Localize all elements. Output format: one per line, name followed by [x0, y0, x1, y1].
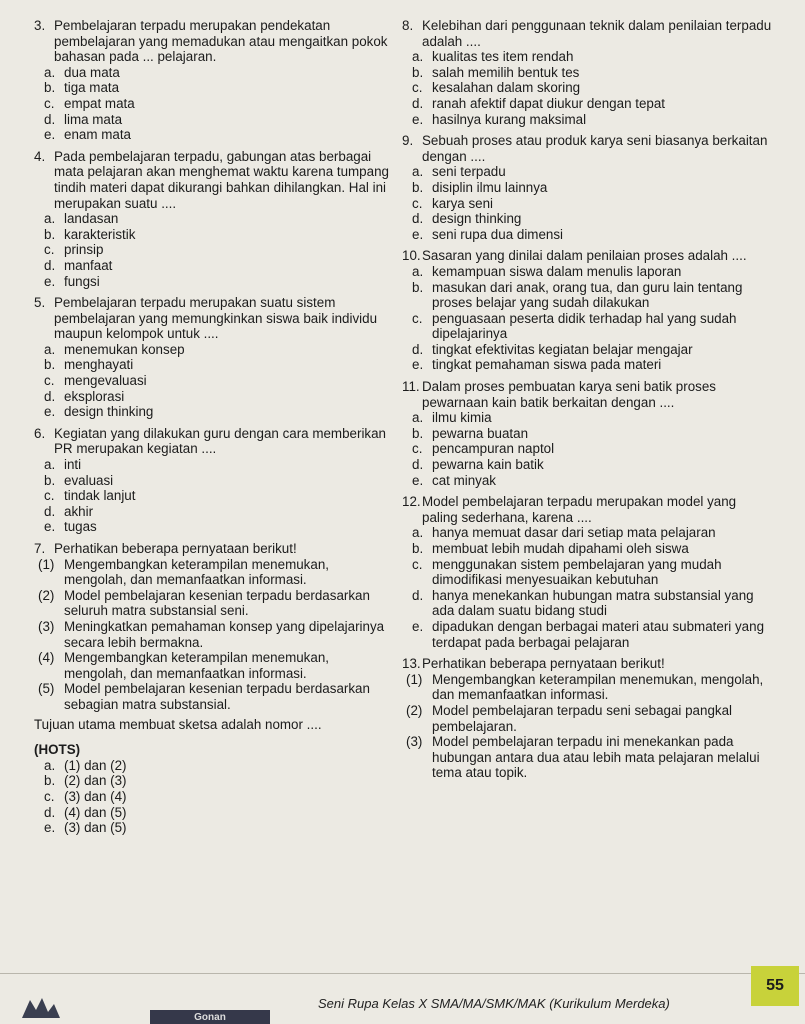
option-text: design thinking: [64, 404, 154, 420]
question-header: [402, 494, 772, 525]
statement-item: [38, 557, 394, 588]
option-letter: a.: [44, 341, 56, 357]
question-item: [34, 149, 394, 289]
answer-option: [44, 758, 394, 774]
option-letter: c.: [412, 441, 423, 457]
option-letter: c.: [412, 80, 423, 96]
option-letter: c.: [44, 373, 55, 389]
answer-option: [44, 473, 394, 489]
answer-option: [412, 588, 772, 619]
question-item: [402, 133, 772, 242]
option-letter: c.: [412, 195, 423, 211]
answer-option: [44, 258, 394, 274]
answer-option: [412, 112, 772, 128]
question-header: [34, 426, 394, 457]
option-letter: b.: [412, 425, 424, 441]
answer-option: [412, 96, 772, 112]
question-number: 13.: [402, 656, 421, 672]
statement-number: (1): [406, 671, 423, 687]
question-text: Perhatikan beberapa pernyataan berikut!: [422, 656, 665, 672]
option-text: dua mata: [64, 64, 120, 80]
option-text: lima mata: [64, 111, 123, 127]
option-text: cat minyak: [432, 472, 496, 488]
statement-text: Mengembangkan keterampilan menemukan, mengolah, dan memanfaatkan informasi.: [64, 650, 329, 681]
option-text: pewarna kain batik: [432, 457, 544, 473]
option-letter: b.: [44, 226, 56, 242]
option-letter: a.: [44, 457, 56, 473]
answer-option: [44, 342, 394, 358]
option-text: salah memilih bentuk tes: [432, 64, 580, 80]
option-letter: a.: [412, 525, 424, 541]
option-text: dipadukan dengan berbagai materi atau submateri yang terdapat pada berbagai pelajaran: [432, 618, 765, 650]
option-letter: e.: [44, 519, 56, 535]
publisher-brand: Gonan: [150, 1010, 270, 1024]
question-number: 11.: [402, 379, 420, 395]
option-letter: e.: [44, 273, 56, 289]
answer-option: [412, 164, 772, 180]
page-footer: [0, 973, 805, 1024]
answer-option: [44, 227, 394, 243]
answer-option: [44, 242, 394, 258]
question-number: 4.: [34, 148, 46, 164]
statement-text: Model pembelajaran kesenian terpadu berdasarkan sebagian matra substansial.: [64, 681, 370, 712]
option-text: (3) dan (5): [64, 820, 127, 836]
answer-option: [44, 112, 394, 128]
question-number: 8.: [402, 18, 414, 33]
option-letter: c.: [44, 242, 55, 258]
option-letter: d.: [412, 211, 424, 227]
answer-option: [412, 541, 772, 557]
answer-option: [44, 96, 394, 112]
answer-option: [44, 504, 394, 520]
answer-option: [44, 773, 394, 789]
option-text: empat mata: [64, 95, 135, 111]
option-text: manfaat: [64, 257, 113, 273]
answer-option: [412, 280, 772, 311]
answer-option: [44, 373, 394, 389]
answer-option: [44, 357, 394, 373]
option-letter: b.: [44, 472, 56, 488]
option-letter: b.: [412, 279, 424, 295]
statement-item: [406, 703, 772, 734]
statement-item: [406, 672, 772, 703]
question-header: [402, 133, 772, 164]
option-letter: b.: [44, 80, 56, 96]
answer-option: [412, 211, 772, 227]
option-text: tugas: [64, 519, 97, 535]
option-letter: c.: [44, 788, 55, 804]
option-letter: e.: [412, 357, 424, 373]
option-text: menghayati: [64, 357, 134, 373]
answer-option: [44, 519, 394, 535]
option-letter: b.: [412, 541, 424, 556]
option-text: kemampuan siswa dalam menulis laporan: [432, 263, 682, 279]
question-item: [402, 379, 772, 488]
answer-option: [412, 441, 772, 457]
option-letter: e.: [44, 820, 56, 836]
question-number: 10.: [402, 248, 421, 264]
option-text: membuat lebih mudah dipahami oleh siswa: [432, 541, 689, 556]
option-text: hasilnya kurang maksimal: [432, 111, 587, 127]
statement-number: (3): [38, 618, 55, 634]
answer-option: [44, 127, 394, 143]
option-text: evaluasi: [64, 472, 114, 488]
option-letter: b.: [44, 773, 56, 789]
option-text: seni rupa dua dimensi: [432, 226, 564, 242]
statement-item: [38, 681, 394, 712]
question-text: Pada pembelajaran terpadu, gabungan atas berbagai mata pelajaran akan menghemat waktu karena tumpang tindih materi dapat dikurangi bahkan dihilangkan. Hal ini merupakan suatu ....: [54, 148, 389, 211]
answer-option: [412, 180, 772, 196]
option-letter: d.: [412, 587, 424, 603]
option-text: tiga mata: [64, 80, 120, 96]
statement-number: (2): [38, 587, 55, 603]
question-header: [34, 541, 394, 557]
answer-option: [412, 426, 772, 442]
option-letter: b.: [412, 64, 424, 80]
question-header: [402, 379, 772, 410]
question-item: [34, 295, 394, 420]
answer-option: [412, 80, 772, 96]
option-text: (2) dan (3): [64, 773, 127, 789]
option-text: prinsip: [64, 242, 104, 258]
option-text: pencampuran naptol: [432, 441, 555, 457]
question-number: 5.: [34, 295, 46, 311]
option-letter: c.: [44, 95, 55, 111]
option-text: ranah afektif dapat diukur dengan tepat: [432, 95, 666, 111]
option-text: (3) dan (4): [64, 788, 127, 804]
question-text: Pembelajaran terpadu merupakan suatu sistem pembelajaran yang memungkinkan siswa baik individu maupun kelompok untuk ....: [54, 295, 378, 342]
question-number: 6.: [34, 425, 46, 441]
question-header: [34, 295, 394, 342]
option-letter: d.: [412, 457, 424, 473]
right-column: [402, 18, 772, 787]
question-item: [402, 494, 772, 650]
option-text: karya seni: [432, 195, 494, 211]
option-letter: d.: [44, 804, 56, 820]
answer-option: [412, 525, 772, 541]
answer-option: [44, 805, 394, 821]
answer-option: [412, 311, 772, 342]
option-text: akhir: [64, 503, 94, 519]
question-item: [402, 656, 772, 781]
option-letter: c.: [44, 488, 55, 504]
option-text: landasan: [64, 211, 119, 227]
option-letter: e.: [412, 472, 424, 488]
option-letter: e.: [412, 618, 424, 634]
option-text: tindak lanjut: [64, 488, 136, 504]
option-letter: e.: [44, 404, 56, 420]
answer-option: [412, 196, 772, 212]
answer-option: [44, 65, 394, 81]
question-text: Kegiatan yang dilakukan guru dengan cara memberikan PR merupakan kegiatan ....: [54, 425, 387, 457]
statement-number: (2): [406, 702, 423, 718]
statement-item: [38, 650, 394, 681]
answer-option: [44, 80, 394, 96]
option-letter: e.: [44, 127, 56, 143]
answer-option: [412, 457, 772, 473]
option-text: menemukan konsep: [64, 341, 185, 357]
option-letter: a.: [44, 64, 56, 80]
option-text: tingkat efektivitas kegiatan belajar mengajar: [432, 341, 693, 357]
option-letter: a.: [412, 49, 424, 65]
option-letter: d.: [412, 95, 424, 111]
statement-text: Model pembelajaran terpadu ini menekankan pada hubungan antara dua atau lebih mata pelajaran melalui tema atau topik.: [432, 734, 760, 781]
answer-option: [412, 410, 772, 426]
question-text: Model pembelajaran terpadu merupakan model yang paling sederhana, karena ....: [422, 494, 737, 525]
option-text: masukan dari anak, orang tua, dan guru lain tentang proses belajar yang sudah dilakukan: [432, 279, 743, 311]
statement-text: Model pembelajaran kesenian terpadu berdasarkan seluruh matra substansial seni.: [64, 587, 370, 619]
question-item: [402, 18, 772, 127]
answer-option: [44, 789, 394, 805]
question-number: 9.: [402, 133, 414, 149]
option-text: kualitas tes item rendah: [432, 49, 574, 65]
question-text: Perhatikan beberapa pernyataan berikut!: [54, 541, 297, 556]
question-item: [34, 18, 394, 143]
answer-option: [412, 357, 772, 373]
option-letter: b.: [412, 179, 424, 195]
option-text: enam mata: [64, 127, 131, 143]
option-letter: d.: [412, 341, 424, 357]
hots-tag: (HOTS): [34, 742, 81, 758]
option-letter: e.: [412, 226, 424, 242]
answer-option: [44, 488, 394, 504]
option-text: (1) dan (2): [64, 757, 127, 773]
option-letter: d.: [44, 111, 56, 127]
option-text: design thinking: [432, 211, 522, 227]
answer-option: [412, 473, 772, 489]
statement-text: Mengembangkan keterampilan menemukan, mengolah, dan memanfaatkan informasi.: [432, 671, 764, 703]
statement-text: Mengembangkan keterampilan menemukan, mengolah, dan memanfaatkan informasi.: [64, 556, 329, 588]
statement-number: (3): [406, 734, 423, 750]
book-emblem-icon: [20, 994, 80, 1020]
statement-number: (5): [38, 681, 55, 697]
option-letter: d.: [44, 257, 56, 273]
question-header: [34, 149, 394, 211]
question-header: [34, 18, 394, 65]
option-letter: a.: [44, 757, 56, 773]
option-letter: a.: [412, 410, 424, 426]
question-number: 3.: [34, 18, 46, 33]
option-text: inti: [64, 457, 82, 473]
answer-option: [412, 49, 772, 65]
option-letter: c.: [412, 310, 423, 326]
question-number: 12.: [402, 494, 421, 510]
option-text: menggunakan sistem pembelajaran yang mudah dimodifikasi menyesuaikan kebutuhan: [432, 556, 722, 588]
answer-option: [412, 227, 772, 243]
book-title: Seni Rupa Kelas X SMA/MA/SMK/MAK (Kurikulum Merdeka): [318, 996, 670, 1011]
option-text: fungsi: [64, 273, 100, 289]
answer-option: [44, 274, 394, 290]
answer-option: [44, 389, 394, 405]
answer-option: [412, 65, 772, 81]
question-text: Dalam proses pembuatan karya seni batik proses pewarnaan kain batik berkaitan dengan ....: [422, 379, 716, 410]
option-letter: e.: [412, 111, 424, 127]
statement-item: [38, 619, 394, 650]
option-text: mengevaluasi: [64, 373, 147, 389]
answer-option: [412, 557, 772, 588]
question-header: [402, 248, 772, 264]
answer-option: [44, 404, 394, 420]
question-item: [34, 426, 394, 535]
option-text: tingkat pemahaman siswa pada materi: [432, 357, 662, 373]
answer-option: [412, 619, 772, 650]
question-text: Pembelajaran terpadu merupakan pendekatan pembelajaran yang memadukan atau mengaitkan pokok bahasan pada ... pelajaran.: [54, 18, 388, 65]
question-prompt: Tujuan utama membuat sketsa adalah nomor ....: [34, 716, 322, 732]
answer-option: [44, 820, 394, 836]
option-letter: d.: [44, 388, 56, 404]
answer-option: [412, 342, 772, 358]
option-letter: d.: [44, 503, 56, 519]
answer-option: [44, 457, 394, 473]
option-text: pewarna buatan: [432, 425, 529, 441]
option-text: hanya memuat dasar dari setiap mata pelajaran: [432, 525, 716, 541]
statement-item: [406, 734, 772, 781]
question-number: 7.: [34, 541, 46, 556]
option-letter: c.: [412, 556, 423, 572]
question-header: [402, 18, 772, 49]
option-text: ilmu kimia: [432, 410, 492, 426]
option-text: seni terpadu: [432, 164, 506, 180]
statement-item: [38, 588, 394, 619]
option-letter: a.: [412, 263, 424, 279]
option-letter: b.: [44, 357, 56, 373]
question-item: [402, 248, 772, 373]
statement-number: (1): [38, 556, 55, 572]
question-text: Kelebihan dari penggunaan teknik dalam penilaian terpadu adalah ....: [422, 18, 772, 49]
statement-text: Meningkatkan pemahaman konsep yang dipelajarinya secara lebih bermakna.: [64, 618, 385, 650]
statement-number: (4): [38, 650, 55, 666]
answer-option: [44, 211, 394, 227]
question-header: [402, 656, 772, 672]
option-text: penguasaan peserta didik terhadap hal yang sudah dipelajarinya: [432, 310, 737, 342]
question-text: Sebuah proses atau produk karya seni biasanya berkaitan dengan ....: [422, 133, 768, 164]
page-number: 55: [751, 966, 799, 1006]
question-text: Sasaran yang dinilai dalam penilaian proses adalah ....: [422, 248, 747, 264]
option-text: eksplorasi: [64, 388, 125, 404]
answer-option: [412, 264, 772, 280]
question-item: [34, 541, 394, 836]
option-text: kesalahan dalam skoring: [432, 80, 581, 96]
statement-text: Model pembelajaran terpadu seni sebagai pangkal pembelajaran.: [432, 702, 733, 734]
left-column: [34, 18, 394, 842]
option-letter: a.: [44, 211, 56, 227]
option-text: karakteristik: [64, 226, 136, 242]
option-text: (4) dan (5): [64, 804, 127, 820]
option-text: disiplin ilmu lainnya: [432, 179, 548, 195]
option-text: hanya menekankan hubungan matra substansial yang ada dalam suatu bidang studi: [432, 587, 754, 619]
option-letter: a.: [412, 164, 424, 180]
